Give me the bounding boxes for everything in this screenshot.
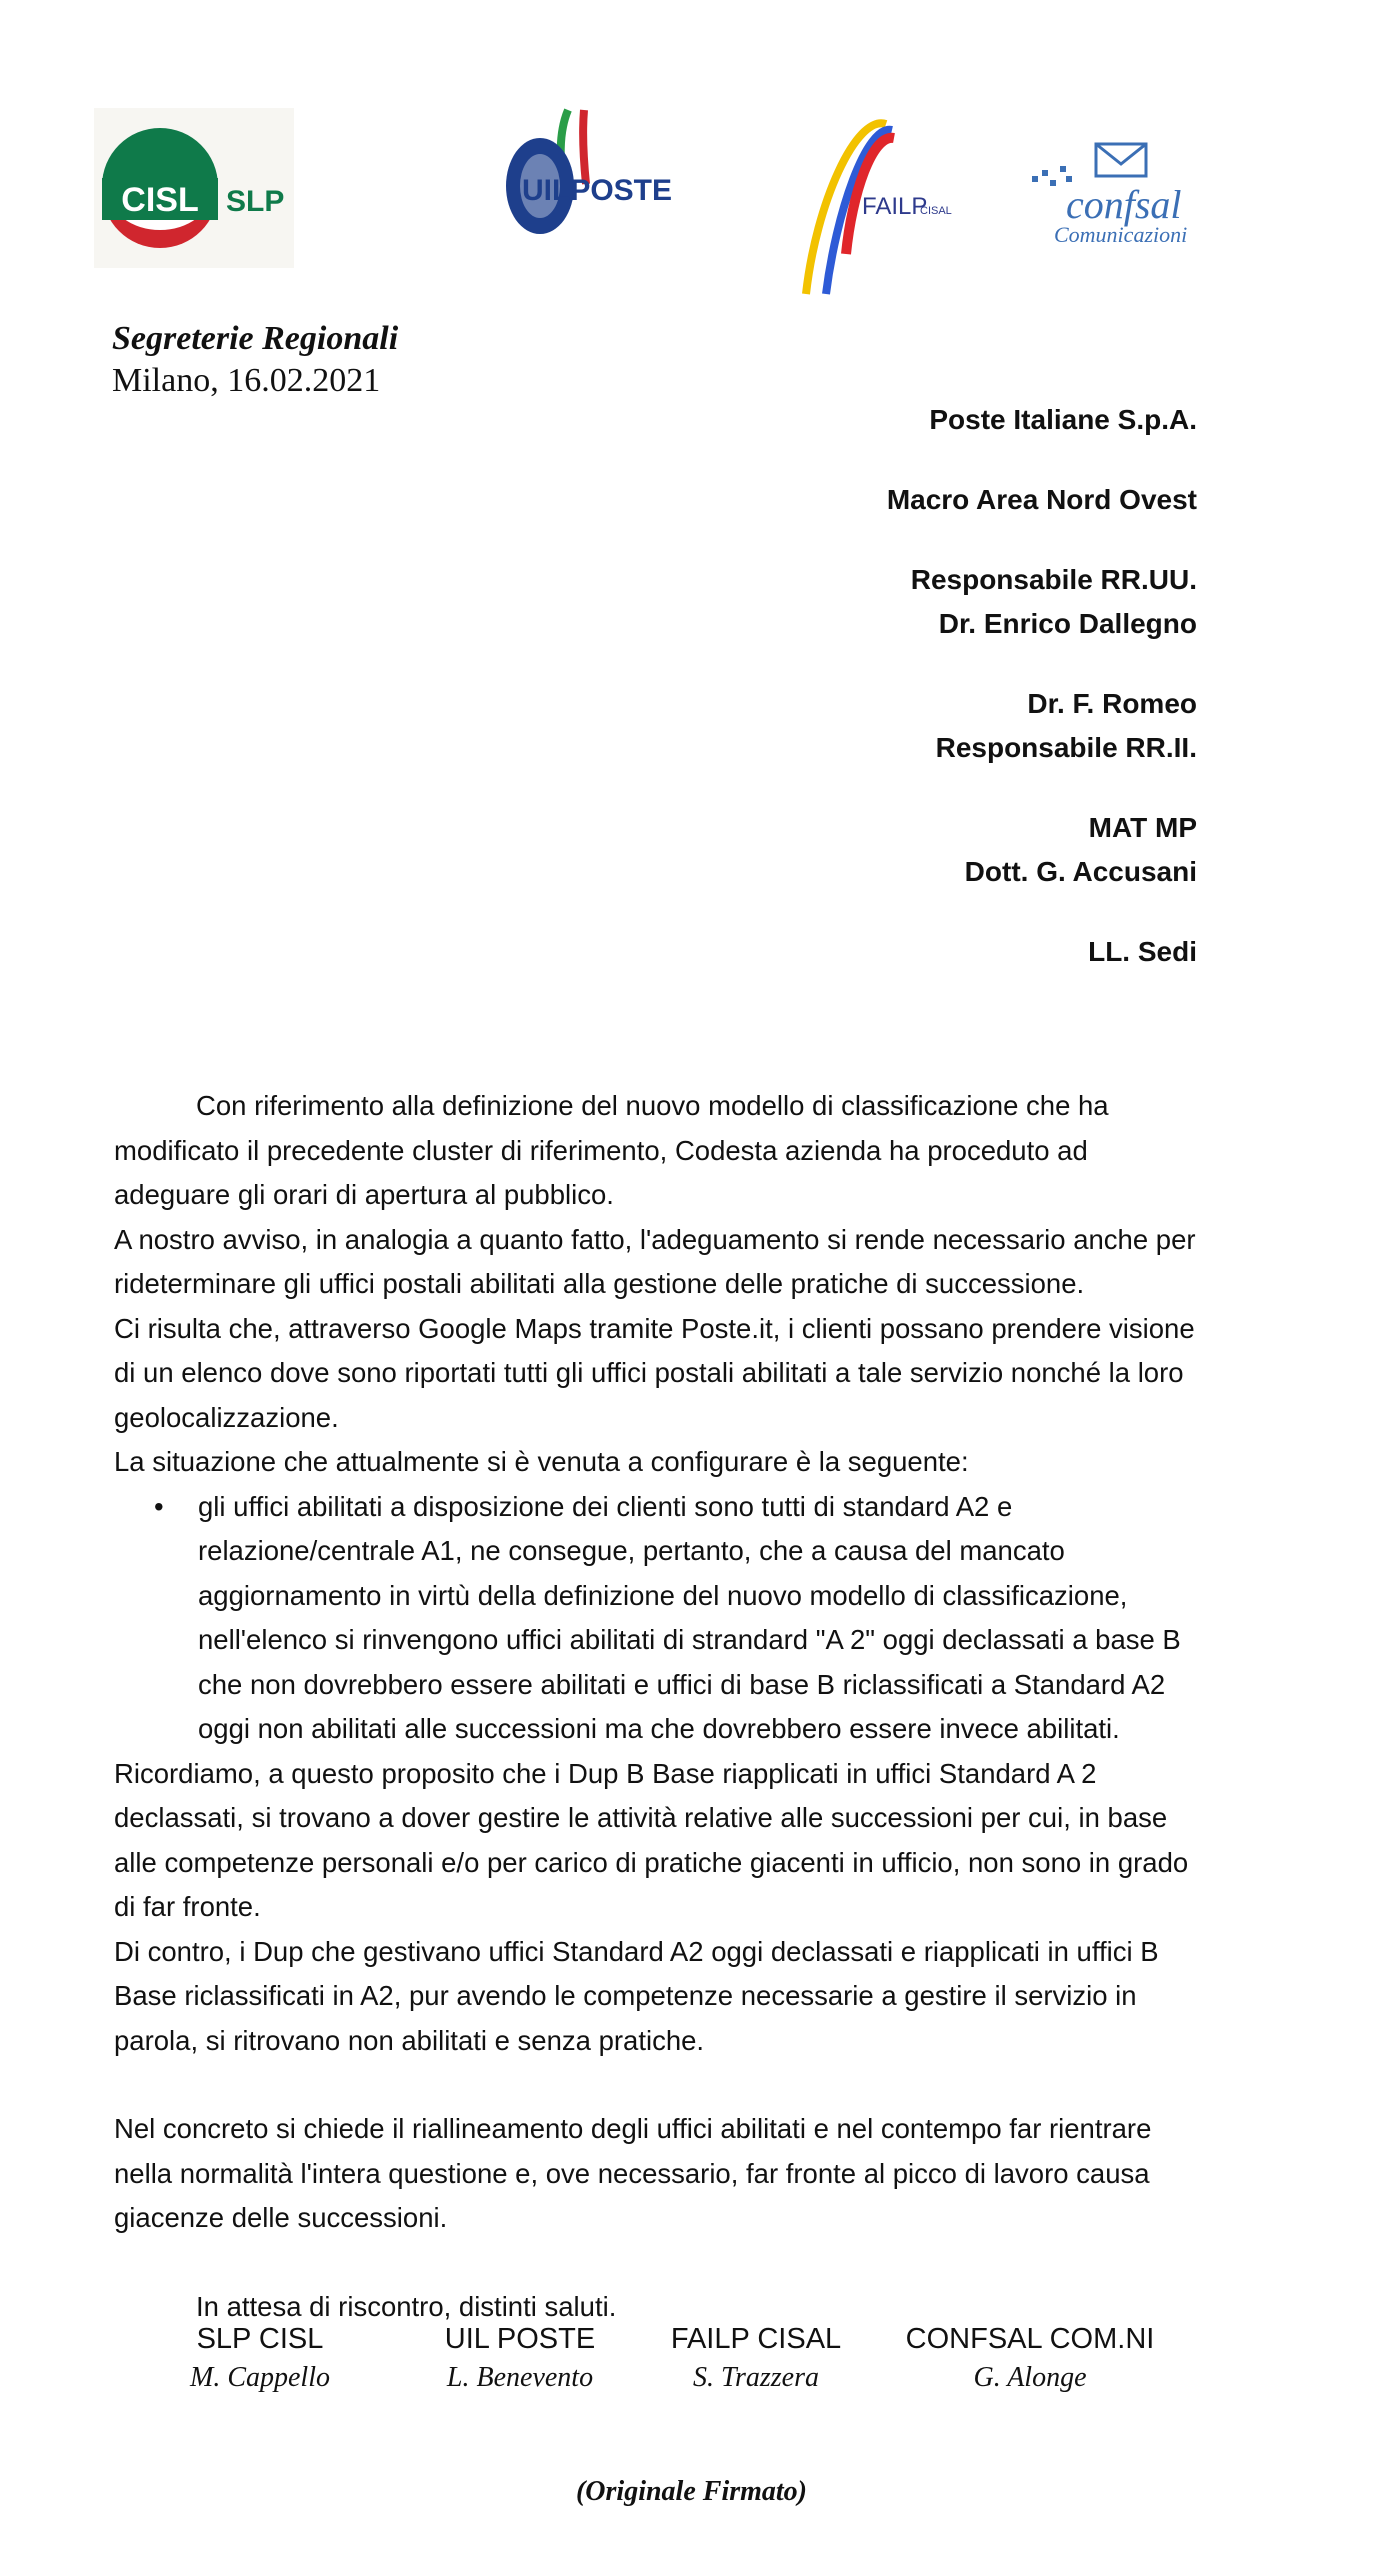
recipient-line: LL. Sedi [1088, 936, 1197, 967]
recipient-block [497, 558, 1197, 646]
recipient-line: Dr. F. Romeo [1027, 688, 1197, 719]
original-signed-note: (Originale Firmato) [575, 2476, 807, 2507]
signature-name: G. Alonge [973, 2362, 1087, 2393]
signature-block [410, 2320, 630, 2398]
recipient-line: Dr. Enrico Dallegno [938, 608, 1197, 639]
signature-block [900, 2320, 1160, 2398]
signature-org: UIL POSTE [444, 2323, 596, 2355]
signature-block [150, 2320, 370, 2398]
confsal-logo [1026, 136, 1216, 256]
spacer [114, 2063, 1204, 2107]
paragraph: Di contro, i Dup che gestivano uffici Standard A2 oggi declassati e riapplicati in uffici B Base riclassificati in A2, pur avendo le competenze necessarie a gestire il servizio in parola, si ritrovano non abilitati e senza pratiche. [114, 1935, 1159, 2056]
list-item-text: gli uffici abilitati a disposizione dei clienti sono tutti di standard A2 e relazione/centrale A1, ne consegue, pertanto, che a causa del mancato aggiornamento in virtù della definizione del nuovo modello di classificazione, nell'elenco si rinvengono uffici abilitati di strandard "A 2" oggi declassati a base B che non dovrebbero essere abilitati e uffici di base B riclassificati a Standard A2 oggi non abilitati alle successioni ma che dovrebbero essere invece abilitati. [198, 1490, 1181, 1744]
cisl-text: CISL [121, 181, 199, 219]
spacer [114, 2241, 1204, 2285]
closing-line: In attesa di riscontro, distinti saluti. [196, 2290, 617, 2322]
failp-cisal-logo [796, 104, 956, 304]
bullet-icon: • [154, 1490, 164, 1522]
recipient-block [497, 930, 1197, 974]
paragraph: Ricordiamo, a questo proposito che i Dup B Base riapplicati in uffici Standard A 2 declassati, si trovano a dover gestire le attività relative alle successioni per cui, in base alle competenze personali e/o per carico di pratiche giacenti in ufficio, non sono in grado di far fronte. [114, 1757, 1189, 1922]
paragraph: A nostro avviso, in analogia a quanto fatto, l'adeguamento si rende necessario anche per rideterminare gli uffici postali abilitati alla gestione delle pratiche di successione. [114, 1223, 1196, 1299]
signature-name: M. Cappello [190, 2362, 330, 2393]
signature-org: CONFSAL COM.NI [905, 2323, 1155, 2355]
recipient-line: Dott. G. Accusani [964, 856, 1197, 887]
sender-office: Segreterie Regionali [112, 320, 399, 357]
signature-org: SLP CISL [196, 2323, 324, 2355]
uilposte-text: UILPOSTE [522, 174, 673, 207]
cisal-text: CISAL [920, 205, 952, 217]
recipient-block [497, 806, 1197, 894]
recipient-line: MAT MP [1088, 812, 1197, 843]
recipient-line: Responsabile RR.UU. [910, 564, 1197, 595]
recipient-block [497, 398, 1197, 442]
date-line: Milano, 16.02.2021 [112, 362, 381, 399]
recipient-block [497, 682, 1197, 770]
recipient-line: Responsabile RR.II. [935, 732, 1197, 763]
slp-text: SLP [226, 185, 285, 218]
list-item [154, 1485, 1204, 1752]
recipient-block [497, 478, 1197, 522]
signature-block [646, 2320, 866, 2398]
bullet-list [114, 1485, 1204, 1752]
paragraph: La situazione che attualmente si è venuta a configurare è la seguente: [114, 1446, 969, 1477]
failp-text: FAILP [862, 193, 928, 220]
sender-block [112, 318, 398, 402]
signature-name: L. Benevento [446, 2362, 594, 2393]
recipients-block [497, 398, 1197, 1010]
uilposte-logo [500, 104, 673, 240]
recipient-line: Poste Italiane S.p.A. [929, 404, 1197, 435]
paragraph: Ci risulta che, attraverso Google Maps tramite Poste.it, i clienti possano prendere visione di un elenco dove sono riportati tutti gli uffici postali abilitati a tale servizio nonché la loro geolocalizzazione. [114, 1312, 1195, 1433]
confsal-text: confsal [1066, 182, 1182, 227]
comunicazioni-text: Comunicazioni [1054, 222, 1188, 247]
paragraph: Con riferimento alla definizione del nuovo modello di classificazione che ha modificato il precedente cluster di riferimento, Codesta azienda ha proceduto ad adeguare gli orari di apertura al pubblico. [114, 1090, 1109, 1210]
signature-name: S. Trazzera [692, 2362, 820, 2393]
signature-org: FAILP CISAL [670, 2323, 842, 2355]
recipient-line: Macro Area Nord Ovest [886, 484, 1197, 515]
letter-body [114, 1084, 1204, 2329]
cisl-slp-logo [94, 108, 294, 268]
paragraph: Nel concreto si chiede il riallineamento degli uffici abilitati e nel contempo far rientrare nella normalità l'intera questione e, ove necessario, far fronte al picco di lavoro causa giacenze delle successioni. [114, 2113, 1152, 2233]
